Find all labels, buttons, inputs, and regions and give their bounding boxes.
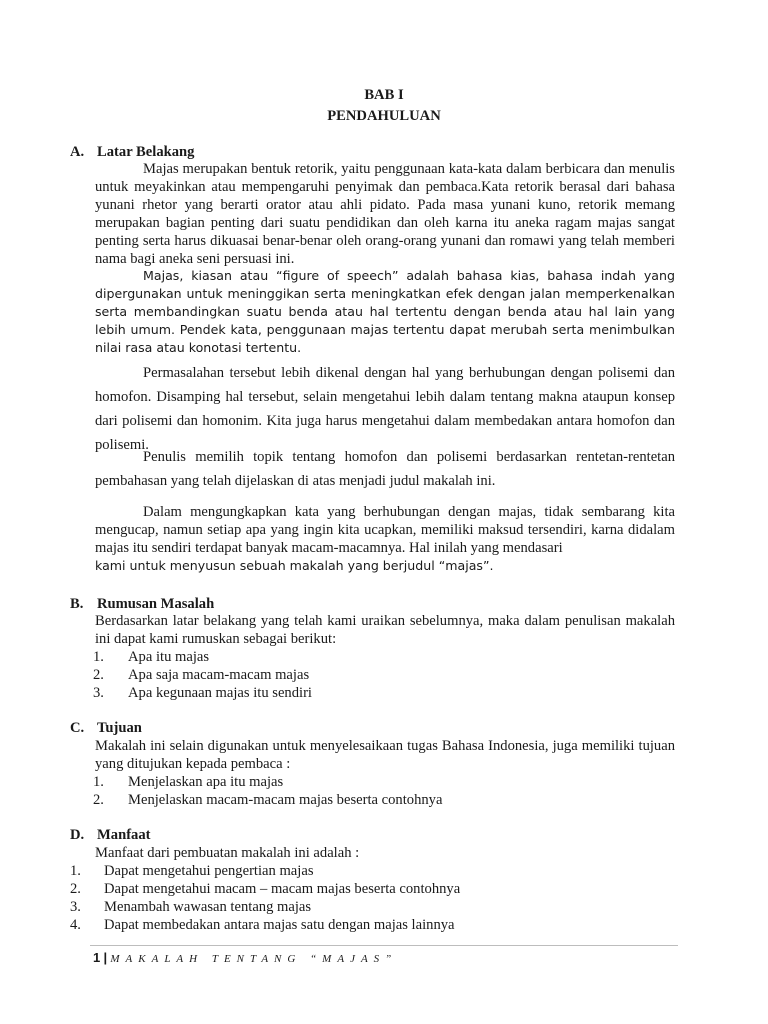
section-d-intro: Manfaat dari pembuatan makalah ini adalah : (95, 845, 360, 861)
section-d-letter: D. (70, 827, 85, 843)
chapter-title: BAB I (364, 87, 404, 103)
footer-divider (90, 945, 678, 946)
section-a-letter: A. (70, 144, 85, 160)
section-c-intro: Makalah ini selain digunakan untuk menyelesaikaan tugas Bahasa Indonesia, juga memiliki tujuan yang ditujukan kepada pembaca : (95, 738, 675, 772)
section-b-letter: B. (70, 596, 84, 612)
section-a-title: Latar Belakang (97, 144, 195, 160)
paragraph-2 (95, 267, 675, 357)
footer-title: MAKALAH TENTANG “MAJAS” (110, 953, 398, 965)
section-b-title: Rumusan Masalah (97, 596, 215, 612)
paragraph-3 (95, 361, 675, 457)
list-item: 2. Apa saja macam-macam majas (93, 667, 310, 683)
list-item: 1. Menjelaskan apa itu majas (93, 774, 284, 790)
paragraph-4-text: Penulis memilih topik tentang homofon dan polisemi berdasarkan rentetan-rentetan pembahasan yang telah dijelaskan di atas menjadi judul makalah ini. (95, 449, 675, 489)
list-item: 1. Dapat mengetahui pengertian majas (70, 863, 314, 879)
page-footer (93, 949, 397, 968)
paragraph-4 (95, 445, 675, 493)
section-d-heading (70, 826, 151, 844)
list-item: 2. Menjelaskan macam-macam majas beserta contohnya (93, 792, 443, 808)
section-d-title: Manfaat (97, 827, 151, 843)
page-number: 1 (93, 950, 101, 965)
paragraph-1-text: Majas merupakan bentuk retorik, yaitu penggunaan kata-kata dalam berbicara dan menulis untuk meyakinkan atau mempengaruhi penyimak dan pembaca.Kata retorik berasal dari bahasa yunani rhetor yang berarti orator atau ahli pidato. Pada masa yunani kuno, retorik memang merupakan bagian penting dari suatu pendidikan dan oleh karna itu aneka ragam majas sangat penting serta harus dikuasai benar-benar oleh orang-orang yunani dan romawi yang telah memberi nama bagi aneka seni persuasi ini. (95, 161, 675, 267)
list-item: 1. Apa itu majas (93, 649, 210, 665)
paragraph-5 (95, 503, 675, 557)
section-b-intro: Berdasarkan latar belakang yang telah kami uraikan sebelumnya, maka dalam penulisan makalah ini dapat kami rumuskan sebagai berikut: (95, 613, 675, 647)
list-item: 3. Menambah wawasan tentang majas (70, 899, 312, 915)
footer-separator: | (103, 950, 108, 965)
paragraph-3-text: Permasalahan tersebut lebih dikenal dengan hal yang berhubungan dengan polisemi dan homofon. Disamping hal tersebut, selain mengetahui lebih dalam tentang makna ataupun konsep dari polisemi dan homonim. Kita juga harus mengetahui dalam membedakan antara homofon dan polisemi. (95, 365, 675, 453)
section-b-heading (70, 595, 214, 613)
section-a-heading (70, 143, 194, 161)
list-item: 3. Apa kegunaan majas itu sendiri (93, 685, 312, 701)
paragraph-1 (95, 160, 675, 268)
list-item: 4. Dapat membedakan antara majas satu dengan majas lainnya (70, 917, 455, 933)
section-c-title: Tujuan (97, 720, 142, 736)
list-item: 2. Dapat mengetahui macam – macam majas beserta contohnya (70, 881, 461, 897)
paragraph-5-last-line: kami untuk menyusun sebuah makalah yang berjudul “majas”. (95, 558, 494, 573)
section-c-heading (70, 719, 142, 737)
paragraph-2-text: Majas, kiasan atau “figure of speech” adalah bahasa kias, bahasa indah yang dipergunakan untuk meninggikan serta meningkatkan efek dengan jalan memperkenalkan serta membandingkan suatu benda atau hal tertentu dengan benda atau hal lain yang lebih umum. Pendek kata, penggunaan majas tertentu dapat merubah serta menimbulkan nilai rasa atau konotasi tertentu. (95, 268, 675, 355)
paragraph-5-text: Dalam mengungkapkan kata yang berhubungan dengan majas, tidak sembarang kita mengucap, namun setiap apa yang ingin kita ucapkan, memiliki maksud tersendiri, karna didalam majas itu sendiri terdapat banyak macam-macamnya. Hal inilah yang mendasari (95, 504, 675, 556)
chapter-subtitle: PENDAHULUAN (327, 108, 441, 124)
section-c-letter: C. (70, 720, 85, 736)
